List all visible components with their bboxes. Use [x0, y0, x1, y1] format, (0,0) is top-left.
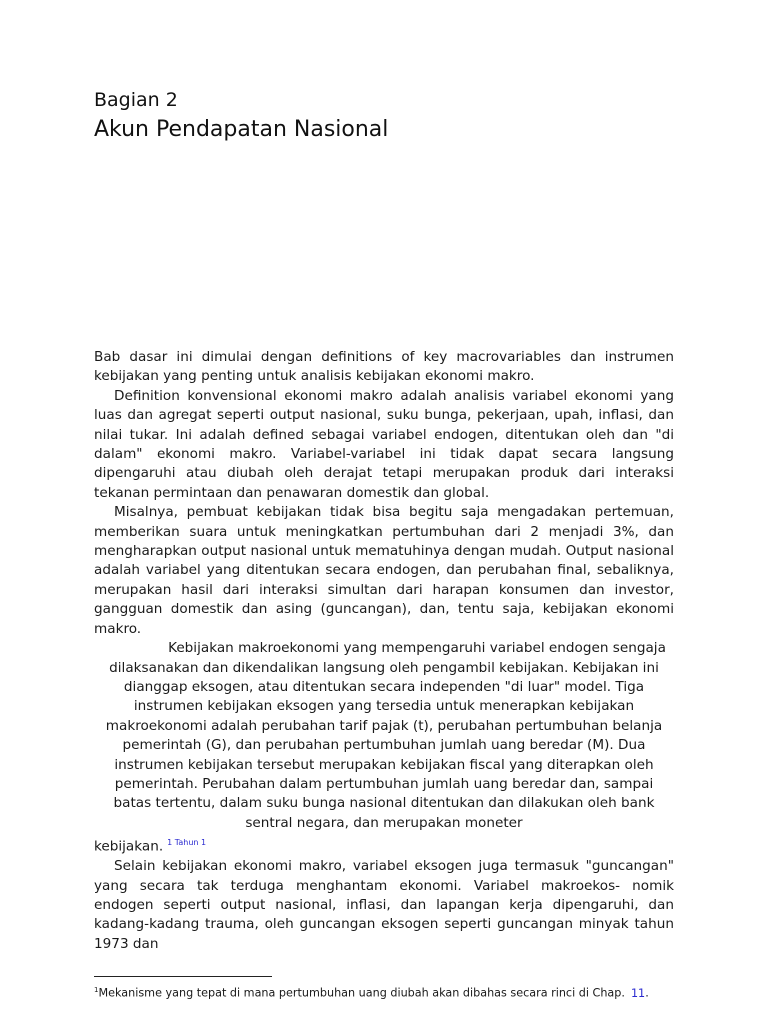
body-text [94, 348, 674, 954]
paragraph-3: Misalnya, pembuat kebijakan tidak bisa begitu saja mengadakan pertemuan, memberikan suara untuk meningkatkan pertumbuhan dari 2 menjadi 3%, dan mengharapkan output nasional untuk mematuhinya dengan mudah. Output nasional adalah variabel yang ditentukan secara endogen, dan perubahan final, sebaliknya, merupakan hasil dari interaksi simultan dari harapan konsumen dan investor, gangguan domestik dan asing (guncangan), dan, tentu saja, kebijakan ekonomi makro. [94, 504, 674, 637]
paragraph-1: Bab dasar ini dimulai dengan definitions of key macrovariables dan instrumen kebijakan yang penting untuk analisis kebijakan ekonomi makro. [94, 349, 674, 385]
paragraph-4: Kebijakan makroekonomi yang mempengaruhi variabel endogen sengaja dilaksanakan dan dikendalikan langsung oleh pengambil kebijakan. Kebijakan ini dianggap eksogen, atau ditentukan secara independen "di luar" model. Tiga instrumen kebijakan eksogen yang tersedia untuk menerapkan kebijakan makroekonomi adalah perubahan tarif pajak (t), perubahan pertumbuhan belanja pemerintah (G), dan perubahan pertumbuhan jumlah uang beredar (M). Dua instrumen kebijakan tersebut merupakan kebijakan fiscal yang diterapkan oleh pemerintah. Perubahan dalam pertumbuhan jumlah uang beredar dan, sampai batas tertentu, dalam suku bunga nasional ditentukan dan dilakukan oleh bank sentral negara, dan merupakan moneter [105, 640, 666, 831]
footnote [94, 982, 694, 1002]
footnote-end: . [645, 986, 649, 1000]
footnote-marker: 1 [94, 986, 99, 994]
footnote-reference-link[interactable]: 1 Tahun 1 [167, 838, 207, 848]
chapter-reference-link[interactable]: 11 [630, 986, 646, 1000]
chapter-title: Akun Pendapatan Nasional [94, 117, 389, 142]
chapter-label: Bagian 2 [94, 89, 178, 111]
footnote-divider [94, 976, 272, 977]
paragraph-4-end-text: kebijakan. [94, 838, 164, 855]
paragraph-4-end [94, 833, 674, 857]
footnote-text: Mekanisme yang tepat di mana pertumbuhan uang diubah akan dibahas secara rinci di Chap. [98, 986, 625, 1000]
paragraph-5: Selain kebijakan ekonomi makro, variabel eksogen juga termasuk "guncangan" yang secara tak terduga menghantam ekonomi. Variabel makroekos- nomik endogen seperti output nasional, inflasi, dan lapangan kerja dipengaruhi, dan kadang-kadang trauma, oleh guncangan eksogen seperti guncangan minyak tahun 1973 dan [94, 858, 674, 952]
paragraph-2: Definition konvensional ekonomi makro adalah analisis variabel ekonomi yang luas dan agregat seperti output nasional, suku bunga, pekerjaan, upah, inflasi, dan nilai tukar. Ini adalah defined sebagai variabel endogen, ditentukan oleh dan "di dalam" ekonomi makro. Variabel-variabel ini tidak dapat secara langsung dipengaruhi atau diubah oleh derajat tetapi merupakan produk dari interaksi tekanan permintaan dan penawaran domestik dan global. [94, 387, 674, 501]
